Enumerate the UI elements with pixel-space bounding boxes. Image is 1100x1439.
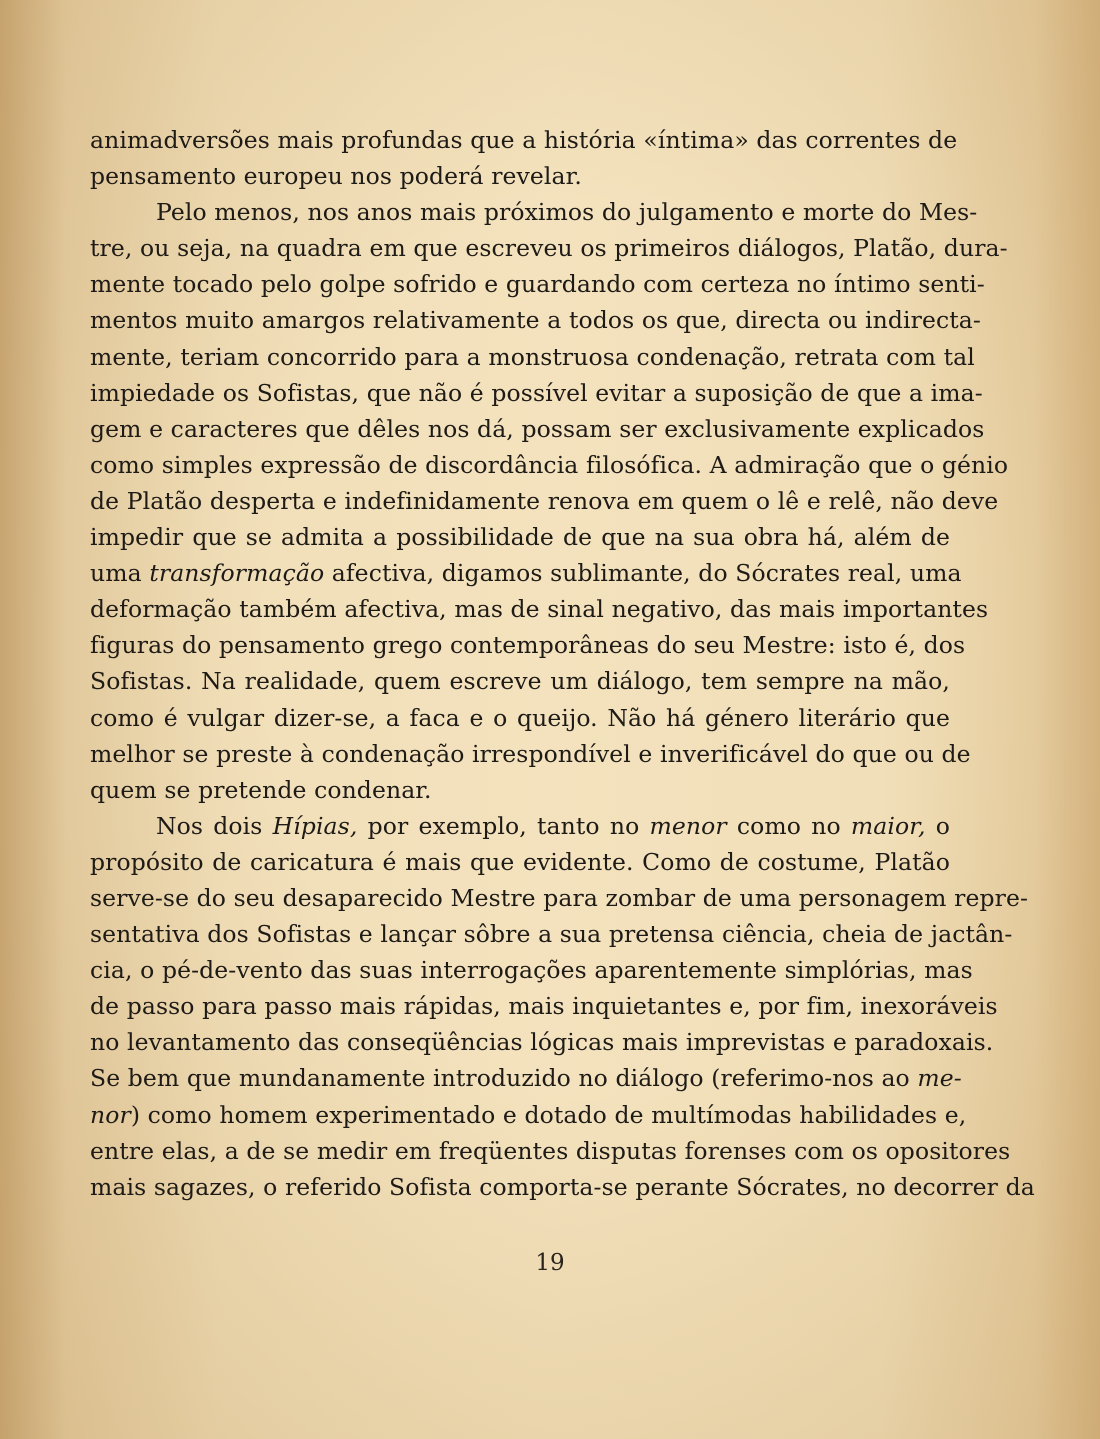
text-line	[90, 122, 958, 158]
text-segment: o	[925, 811, 950, 840]
text-segment: entre elas, a de se medir em freqüentes disputas forenses com os opositores	[90, 1136, 1011, 1165]
text-segment: de Platão desperta e indefinidamente renova em quem o lê e relê, não deve	[90, 486, 999, 515]
text-line	[90, 988, 998, 1024]
text-segment: mente, teriam concorrido para a monstruosa condenação, retrata com tal	[90, 342, 975, 371]
text-line	[90, 302, 981, 338]
text-line	[90, 772, 950, 808]
text-segment: serve-se do seu desaparecido Mestre para zombar de uma personagem repre-	[90, 883, 1028, 912]
text-line	[90, 591, 989, 627]
text-line	[90, 411, 985, 447]
text-line	[90, 663, 950, 699]
text-line	[90, 700, 950, 736]
text-line	[90, 375, 983, 411]
text-segment: pensamento europeu nos poderá revelar.	[90, 162, 582, 191]
text-segment: animadversões mais profundas que a história «íntima» das correntes de	[90, 126, 958, 154]
italic-text: menor	[649, 811, 727, 840]
text-line	[90, 266, 985, 302]
text-segment: como simples expressão de discordância filosófica. A admiração que o génio	[90, 450, 1009, 479]
text-line	[90, 627, 966, 663]
italic-text: transformação	[149, 559, 325, 588]
body-text	[90, 122, 1035, 1205]
text-segment: no levantamento das conseqüências lógicas mais imprevistas e paradoxais.	[90, 1028, 994, 1057]
text-line	[90, 916, 1013, 952]
text-segment: de passo para passo mais rápidas, mais inquietantes e, por fim, inexoráveis	[90, 992, 998, 1021]
text-line	[90, 339, 975, 375]
text-segment: melhor se preste à condenação irrespondível e inverificável do que ou de	[90, 739, 971, 768]
text-segment: Nos dois	[156, 811, 273, 840]
text-line	[90, 158, 950, 194]
page-number: 19	[535, 1250, 565, 1276]
text-segment: afectiva, digamos sublimante, do Sócrates real, uma	[324, 559, 962, 588]
text-segment: mais sagazes, o referido Sofista comporta-se perante Sócrates, no decorrer da	[90, 1172, 1035, 1201]
text-segment: ) como homem experimentado e dotado de multímodas habilidades e,	[130, 1100, 967, 1129]
text-line	[90, 808, 950, 844]
text-line	[90, 952, 973, 988]
text-segment: cia, o pé-de-vento das suas interrogações aparentemente simplórias, mas	[90, 956, 973, 985]
text-line	[90, 447, 1009, 483]
text-segment: impedir que se admita a possibilidade de que na sua obra há, além de	[90, 523, 950, 552]
text-line	[90, 844, 950, 880]
text-segment: tre, ou seja, na quadra em que escreveu os primeiros diálogos, Platão, dura-	[90, 234, 1008, 263]
text-segment: por exemplo, tanto no	[357, 811, 650, 840]
text-segment: quem se pretende condenar.	[90, 775, 432, 804]
text-line	[90, 194, 978, 230]
text-segment: Se bem que mundanamente introduzido no diálogo (referimo-nos ao	[90, 1064, 918, 1093]
text-line	[90, 736, 971, 772]
text-line	[90, 519, 950, 555]
text-segment: figuras do pensamento grego contemporâneas do seu Mestre: isto é, dos	[90, 631, 966, 660]
text-segment: uma	[90, 559, 150, 588]
text-segment: mente tocado pelo golpe sofrido e guardando com certeza no íntimo senti-	[90, 270, 985, 299]
text-segment: Pelo menos, nos anos mais próximos do julgamento e morte do Mes-	[156, 198, 978, 227]
text-segment: mentos muito amargos relativamente a todos os que, directa ou indirecta-	[90, 306, 981, 335]
text-segment: propósito de caricatura é mais que evidente. Como de costume, Platão	[90, 847, 950, 876]
text-line	[90, 880, 1028, 916]
text-line	[90, 555, 962, 591]
text-segment: Sofistas. Na realidade, quem escreve um diálogo, tem sempre na mão,	[90, 667, 950, 696]
text-segment: deformação também afectiva, mas de sinal negativo, das mais importantes	[90, 595, 989, 624]
text-segment: como no	[726, 811, 851, 840]
italic-text: maior,	[850, 811, 926, 840]
text-line	[90, 1097, 967, 1133]
text-segment: sentativa dos Sofistas e lançar sôbre a sua pretensa ciência, cheia de jactân-	[90, 920, 1013, 949]
text-line	[90, 1060, 962, 1096]
text-line	[90, 1133, 1011, 1169]
text-line	[90, 483, 999, 519]
italic-text: nor	[90, 1100, 131, 1129]
italic-text: Hípias,	[272, 811, 358, 840]
text-segment: como é vulgar dizer-se, a faca e o queijo. Não há género literário que	[90, 703, 950, 732]
text-segment: impiedade os Sofistas, que não é possível evitar a suposição de que a ima-	[90, 378, 983, 407]
italic-text: me-	[917, 1064, 962, 1093]
text-line	[90, 1024, 994, 1060]
text-line	[90, 1169, 1035, 1205]
text-segment: gem e caracteres que dêles nos dá, possam ser exclusivamente explicados	[90, 414, 985, 443]
text-line	[90, 230, 1008, 266]
